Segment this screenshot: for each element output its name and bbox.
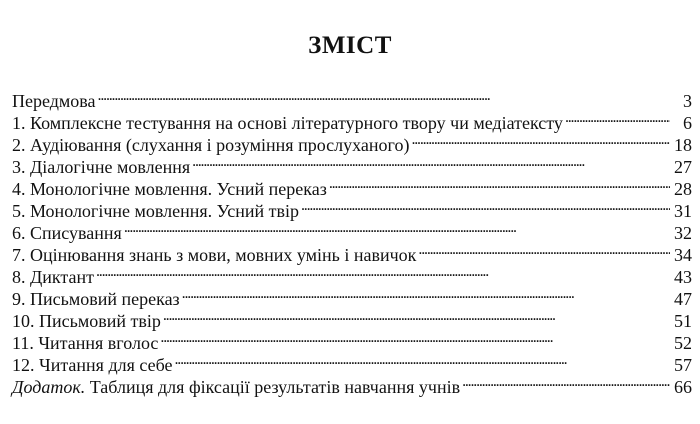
toc-entry-label: 8. Диктант [12, 267, 94, 287]
page-title: ЗМІСТ [308, 32, 392, 59]
toc-page-number: 6 [683, 113, 692, 133]
dot-leader [182, 283, 670, 305]
toc-entry-label: 10. Письмовий твір [12, 311, 161, 331]
toc-entry-label: 4. Монологічне мовлення. Усний переказ [12, 179, 327, 199]
table-of-contents [12, 85, 692, 397]
toc-page-number: 27 [674, 157, 692, 177]
toc-entry-8[interactable] [12, 261, 692, 287]
toc-page-number: 34 [674, 245, 692, 265]
toc-entry-label: 1. Комплексне тестування на основі літературного твору чи медіатексту [12, 113, 563, 133]
dot-leader [192, 151, 670, 173]
toc-entry-label [12, 376, 462, 398]
appendix-prefix: Додаток. [12, 377, 86, 397]
dot-leader [163, 305, 670, 327]
dot-leader [462, 371, 670, 393]
dot-leader [98, 85, 670, 107]
dot-leader [418, 239, 670, 261]
toc-page-number: 28 [674, 179, 692, 199]
toc-entry-label: 2. Аудіювання (слухання і розуміння прослуханого) [12, 135, 410, 155]
dot-leader [329, 173, 670, 195]
toc-entry-label: Передмова [12, 91, 96, 111]
toc-entry-1[interactable] [12, 107, 692, 133]
dot-leader [160, 327, 670, 349]
dot-leader [124, 217, 670, 239]
toc-page-number: 47 [674, 289, 692, 309]
toc-entry-9[interactable] [12, 283, 692, 309]
toc-page-number: 32 [674, 223, 692, 243]
dot-leader [96, 261, 670, 283]
toc-entry-label: 7. Оцінювання знань з мови, мовних умінь і навичок [12, 245, 417, 265]
dot-leader [174, 349, 670, 371]
toc-page-number: 3 [683, 91, 692, 111]
toc-page-number: 43 [674, 267, 692, 287]
toc-page-number: 57 [674, 355, 692, 375]
toc-entry-label: 12. Читання для себе [12, 355, 173, 375]
toc-page-number: 51 [674, 311, 692, 331]
toc-entry-label: 3. Діалогічне мовлення [12, 157, 191, 177]
toc-page-number: 52 [674, 333, 692, 353]
toc-page-number: 18 [674, 135, 692, 155]
toc-entry-label: 5. Монологічне мовлення. Усний твір [12, 201, 299, 221]
dot-leader [565, 107, 670, 129]
dot-leader [411, 129, 670, 151]
appendix-label: Таблиця для фіксації результатів навчання учнів [85, 377, 461, 397]
dot-leader [301, 195, 670, 217]
toc-page-number: 66 [674, 377, 692, 397]
toc-entry-label: 9. Письмовий переказ [12, 289, 180, 309]
toc-page-number: 31 [674, 201, 692, 221]
toc-entry-label: 11. Читання вголос [12, 333, 159, 353]
toc-entry-preface[interactable] [12, 85, 692, 111]
toc-entry-label: 6. Списування [12, 223, 122, 243]
